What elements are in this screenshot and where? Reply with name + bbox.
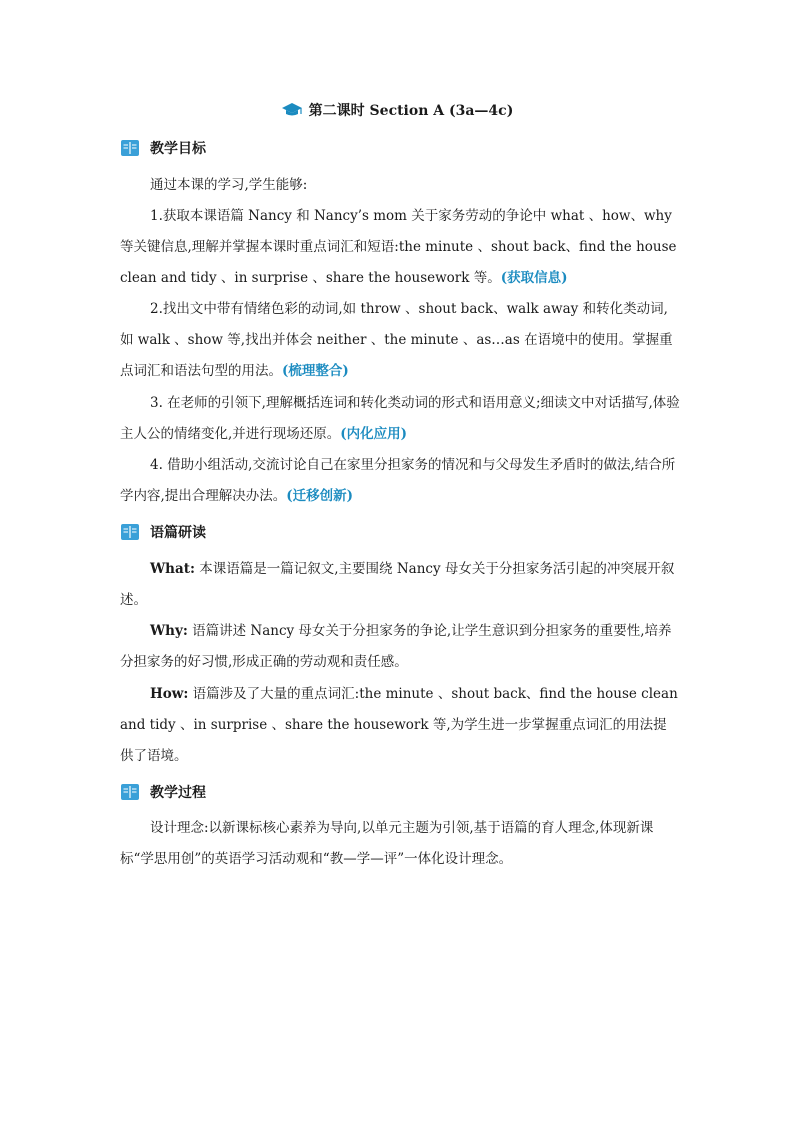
section-heading-text: 教学过程	[150, 785, 206, 801]
process-text: 设计理念:以新课标核心素养为导向,以单元主题为引领,基于语篇的育人理念,体现新课标“学思用创”的英语学习活动观和“教—学—评”一体化设计理念。	[120, 820, 654, 867]
objectives-intro: 通过本课的学习,学生能够:	[150, 177, 308, 193]
objective-item: 4. 借助小组活动,交流讨论自己在家里分担家务的情况和与父母发生矛盾时的做法,结合所学内容,提出合理解决办法。(迁移创新)	[120, 457, 676, 504]
objective-tag: (迁移创新)	[286, 488, 354, 504]
reading-item-why: Why: 语篇讲述 Nancy 母女关于分担家务的争论,让学生意识到分担家务的重要性,培养分担家务的好习惯,形成正确的劳动观和责任感。	[120, 623, 672, 670]
objective-item: 1.获取本课语篇 Nancy 和 Nancy’s mom 关于家务劳动的争论中 what 、how、why 等关键信息,理解并掌握本课时重点词汇和短语:the minute 、shout back、find the house clean and tidy 、in surprise 、share the housework 等。(获取信息)	[120, 208, 677, 286]
reading-item-what: What: 本课语篇是一篇记叙文,主要围绕 Nancy 母女关于分担家务活引起的冲突展开叙述。	[120, 561, 675, 608]
lesson-title-text: 第二课时 Section A (3a—4c)	[308, 103, 514, 119]
objective-item: 2.找出文中带有情绪色彩的动词,如 throw 、shout back、walk away 和转化类动词,如 walk 、show 等,找出并体会 neither 、the minute 、as…as 在语境中的使用。掌握重点词汇和语法句型的用法。(梳理整合)	[120, 301, 673, 379]
graduation-cap-icon	[281, 102, 303, 118]
section-heading-text: 教学目标	[150, 141, 206, 157]
book-icon	[120, 782, 140, 802]
section-heading-process	[120, 780, 206, 804]
book-icon	[120, 138, 140, 158]
section-heading-text: 语篇研读	[150, 525, 206, 541]
objective-item: 3. 在老师的引领下,理解概括连词和转化类动词的形式和语用意义;细读文中对话描写,体验主人公的情绪变化,并进行现场还原。(内化应用)	[120, 395, 680, 442]
objective-tag: (内化应用)	[340, 426, 408, 442]
lesson-title	[0, 100, 794, 122]
section-heading-objectives	[120, 136, 206, 160]
section-heading-reading	[120, 520, 206, 544]
book-icon	[120, 522, 140, 542]
reading-item-how: How: 语篇涉及了大量的重点词汇:the minute 、shout back、find the house clean and tidy 、in surprise 、share the housework 等,为学生进一步掌握重点词汇的用法提供了语境。	[120, 686, 678, 764]
objective-tag: (梳理整合)	[282, 363, 349, 379]
objective-tag: (获取信息)	[500, 270, 568, 286]
